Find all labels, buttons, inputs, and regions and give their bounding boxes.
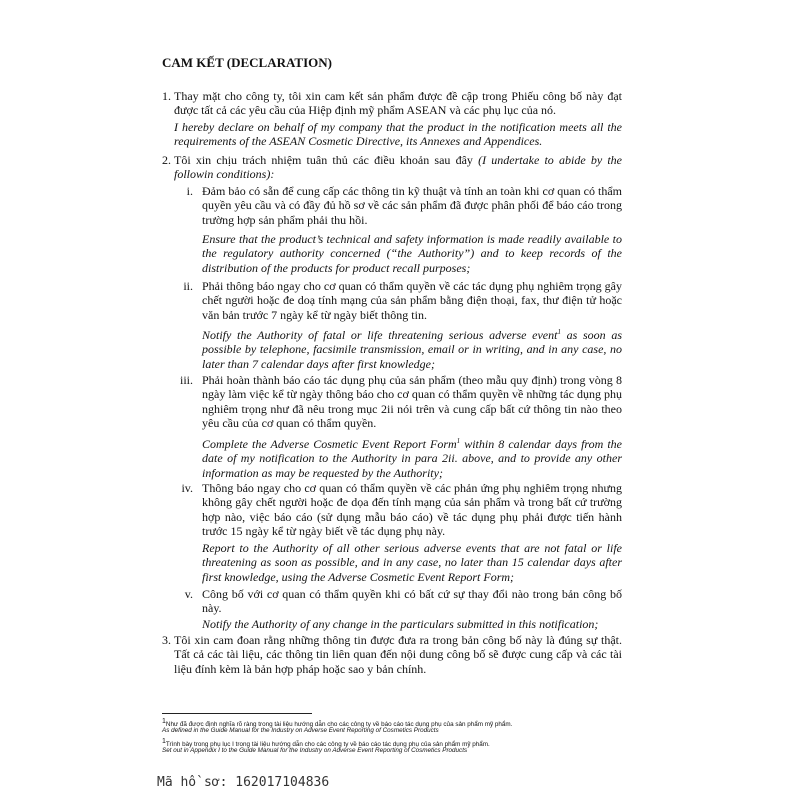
footnote-2-mark: 1 bbox=[162, 738, 166, 745]
subitem-i-number: i. bbox=[186, 184, 193, 198]
subitem-ii-vietnamese: Phải thông báo ngay cho cơ quan có thẩm quyền về các tác dụng phụ nghiêm trọng gây chết người hoặc đe doạ tính mạng của sản phẩm bằng điện thoại, fax, thư điện tử hoặc văn bản trước 7 ngày kể từ ngày biết thông tin. bbox=[202, 279, 622, 322]
subitem-iv-vietnamese: Thông báo ngay cho cơ quan có thẩm quyền về các phản ứng phụ nghiêm trọng nhưng không gây chết người hoặc đe dọa đến tính mạng của sản phẩm và trong bất cứ trường hợp nào, việc báo cáo (sử dụng mẫu báo cáo) về tác dụng phụ phải được tiến hành trước 15 ngày kể từ ngày biết về tác dụng phụ này. bbox=[202, 481, 622, 539]
item-1-number: 1. bbox=[162, 89, 171, 103]
item-2-text bbox=[174, 153, 622, 182]
item-1-vietnamese: Thay mặt cho công ty, tôi xin cam kết sản phẩm được đề cập trong Phiếu công bố này đạt được tất cả các yêu cầu của Hiệp định mỹ phẩm ASEAN và các phụ lục của nó. bbox=[174, 89, 622, 118]
footnote-1-vietnamese-text: Như đã được định nghĩa rõ ràng trong tài liệu hướng dẫn cho các công ty về báo cáo tác dụng phụ của sản phẩm mỹ phẩm. bbox=[165, 721, 513, 729]
subitem-iii-english-part-a: Complete the Adverse Cosmetic Event Report Form bbox=[202, 437, 457, 451]
footnote-ref-1: 1 bbox=[557, 328, 561, 336]
subitem-iv-english: Report to the Authority of all other serious adverse events that are not fatal or life threatening as soon as possible, and in any case, no later than 15 calendar days after first knowledge, using the Adverse Cosmetic Event Report Form; bbox=[202, 541, 622, 584]
item-3-number: 3. bbox=[162, 633, 171, 647]
subitem-v-vietnamese: Công bố với cơ quan có thẩm quyền khi có bất cứ sự thay đổi nào trong bản công bố này. bbox=[202, 587, 622, 616]
file-code: Mã hồ sơ: 162017104836 bbox=[157, 775, 330, 790]
footnote-ref-2: 1 bbox=[456, 437, 461, 445]
item-3-vietnamese: Tôi xin cam đoan rằng những thông tin được đưa ra trong bản công bố này là đúng sự thật. Tất cả các tài liệu, các thông tin liên quan đến nội dung công bố sẽ được cung cấp và các tài liệu đính kèm là bản hợp pháp hoặc sao y bản chính. bbox=[174, 633, 622, 676]
footnote-divider bbox=[162, 713, 312, 714]
subitem-iii-english bbox=[202, 434, 622, 480]
subitem-ii-english bbox=[202, 325, 622, 371]
document-title: CAM KẾT (DECLARATION) bbox=[162, 55, 332, 70]
footnote-1-english: As defined in the Guide Manual for the Industry on Adverse Event Reporting of Cosmetics Products bbox=[162, 727, 439, 734]
item-2-number: 2. bbox=[162, 153, 171, 167]
subitem-i-vietnamese: Đảm bảo có sẵn để cung cấp các thông tin kỹ thuật và tính an toàn khi cơ quan có thẩm quyền yêu cầu và có đầy đủ hồ sơ về các sản phẩm đã được phân phối để báo cáo trong trường hợp sản phẩm phải thu hồi. bbox=[202, 184, 622, 227]
footnote-2-english: Set out in Appendix I to the Guide Manual for the Industry on Adverse Event Reporting of Cosmetics Products bbox=[162, 747, 468, 754]
subitem-v-english: Notify the Authority of any change in the particulars submitted in this notification; bbox=[202, 617, 599, 631]
item-2-vietnamese: Tôi xin chịu trách nhiệm tuân thủ các điều khoản sau đây bbox=[174, 153, 473, 167]
footnote-2-vietnamese-text: Trình bày trong phụ lục I trong tài liệu hướng dẫn cho các công ty về báo cáo tác dụng phụ của sản phẩm mỹ phẩm. bbox=[165, 741, 490, 749]
subitem-ii-number: ii. bbox=[183, 279, 193, 293]
item-2-english: (I undertake to abide by the followin conditions): bbox=[174, 153, 622, 182]
subitem-iii-number: iii. bbox=[179, 373, 193, 387]
subitem-i-english: Ensure that the product’s technical and safety information is made readily available to the regulatory authority concerned (“the Authority”) and to keep records of the distribution of the products for product recall purposes; bbox=[202, 232, 622, 275]
subitem-iii-english-part-b: within 8 calendar days from the date of my notification to the Authority in para 2ii. above, and to provide any other information as may be requested by the Authority; bbox=[202, 437, 622, 480]
footnote-1-mark: 1 bbox=[162, 718, 166, 725]
subitem-ii-english-part-a: Notify the Authority of fatal or life threatening serious adverse event bbox=[202, 328, 558, 342]
subitem-v-number: v. bbox=[184, 587, 193, 601]
subitem-iv-number: iv. bbox=[181, 481, 193, 495]
subitem-ii-english-part-b: as soon as possible by telephone, facsimile transmission, email or in writing, and in any case, no later than 7 calendar days after first knowledge; bbox=[202, 328, 622, 371]
item-1-english: I hereby declare on behalf of my company that the product in the notification meets all the requirements of the ASEAN Cosmetic Directive, its Annexes and Appendices. bbox=[174, 120, 622, 149]
subitem-iii-vietnamese: Phải hoàn thành báo cáo tác dụng phụ của sản phẩm (theo mẫu quy định) trong vòng 8 ngày làm việc kể từ ngày thông báo cho cơ quan có thẩm quyền về những tác dụng phụ nghiêm trọng như đã nêu trong mục 2ii nói trên và cung cấp bất cứ thông tin nào theo yêu cầu của cơ quan có thẩm quyền. bbox=[202, 373, 622, 431]
